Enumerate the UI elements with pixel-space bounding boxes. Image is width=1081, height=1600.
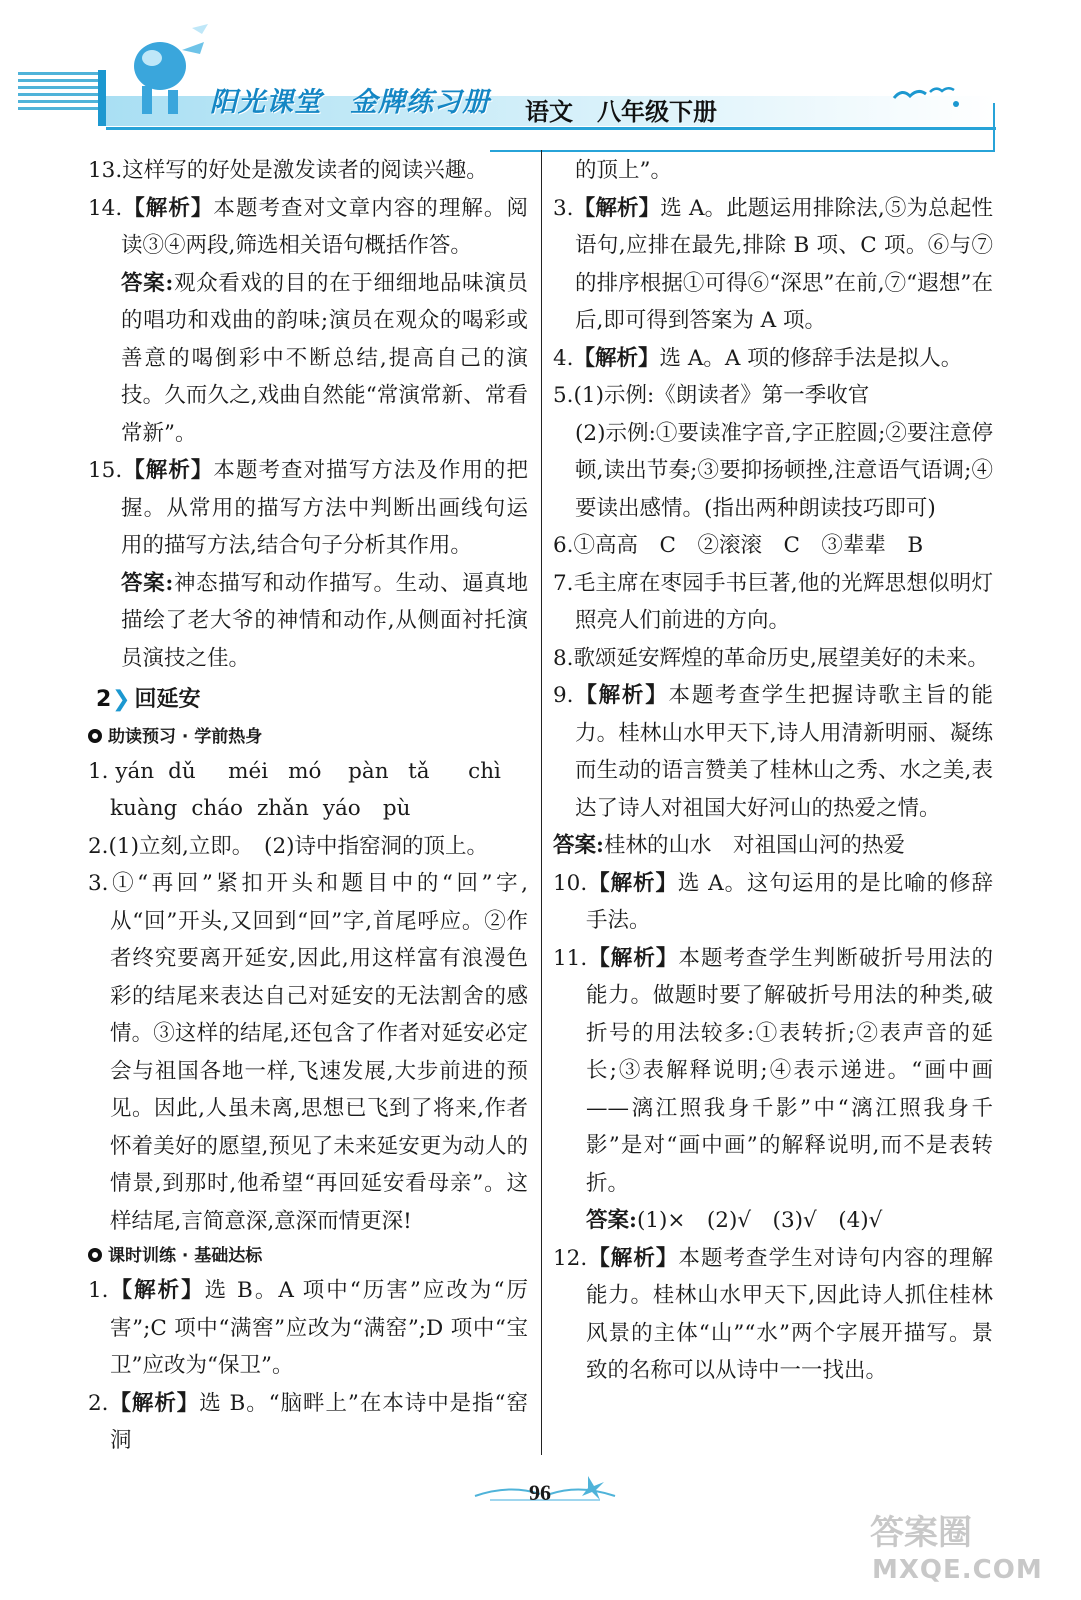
question-number: 4. [553, 345, 574, 371]
column-divider [541, 150, 542, 1455]
question-number: 12. [553, 1245, 588, 1271]
preview-answer-2: 2.(1)立刻,立即。 (2)诗中指窑洞的顶上。 [88, 833, 489, 859]
analysis-text: 本题考查对描写方法及作用的把握。从常用的描写方法中判断出画线句运用的描写方法,结合句子分析其作用。 [121, 458, 528, 558]
analysis-text: 本题考查对文章内容的理解。阅读③④两段,筛选相关语句概括作答。 [121, 195, 528, 258]
analysis-tag: 【解析】 [573, 195, 661, 221]
section-heading-practice [88, 1240, 528, 1272]
answer-13: 13.这样写的好处是激发读者的阅读兴趣。 [88, 158, 488, 183]
practice-answer-4 [553, 340, 993, 378]
practice-answer-2 [88, 1385, 528, 1460]
header-frame-right [993, 103, 995, 152]
analysis-tag: 【解析】 [122, 195, 214, 221]
answer-label: 答案: [121, 270, 174, 296]
analysis-text: 选 B。A 项中“历害”应改为“厉害”;C 项中“满窖”应改为“满窑”;D 项中“宝卫”应改为“保卫”。 [110, 1278, 528, 1378]
analysis-text: 本题考查学生对诗句内容的理解能力。桂林山水甲天下,因此诗人抓住桂林风景的主体“山”“水”两个字展开描写。景致的名称可以从诗中一一找出。 [586, 1245, 993, 1383]
pinyin-item: yáo [322, 796, 361, 821]
lesson-title: 回延安 [134, 687, 201, 712]
subject-grade-label: 语文 八年级下册 [525, 98, 717, 126]
analysis-tag: 【解析】 [573, 345, 660, 371]
answer-text: 神态描写和动作描写。生动、逼真地描绘了老大爷的神情和动作,从侧面衬托演员演技之佳。 [121, 570, 528, 671]
pinyin-row-2 [88, 790, 528, 828]
answer-text: (1)× (2)√ (3)√ (4)√ [636, 1208, 883, 1233]
answer-15-key [88, 565, 528, 678]
answer-text: 观众看戏的目的在于细细地品味演员的唱功和戏曲的韵味;演员在观众的喝彩或善意的喝倒彩中不断总结,提高自己的演技。久而久之,戏曲自然能“常演常新、常看常新”。 [121, 270, 528, 446]
analysis-text: 选 A。A 项的修辞手法是拟人。 [659, 345, 963, 371]
question-number: 2. [88, 1390, 109, 1416]
analysis-tag: 【解析】 [587, 1245, 679, 1271]
pinyin-item: mó [288, 758, 322, 784]
answer-15 [88, 452, 528, 565]
analysis-tag: 【解析】 [122, 458, 214, 483]
practice-answer-5-1: 5.(1)示例:《朗读者》第一季收官 [553, 383, 870, 408]
pinyin-item: 1. yán [88, 758, 155, 784]
practice-answer-8: 8.歌颂延安辉煌的革命历史,展望美好的未来。 [553, 645, 989, 671]
pinyin-item: chì [468, 758, 501, 784]
analysis-tag: 【解析】 [573, 683, 669, 708]
analysis-text: 选 A。这句运用的是比喻的修辞手法。 [586, 870, 993, 933]
analysis-text: 本题考查学生把握诗歌主旨的能力。桂林山水甲天下,诗人用清新明丽、凝练而生动的语言赞美了桂林山之秀、水之美,表达了诗人对祖国大好河山的热爱之情。 [575, 683, 993, 821]
watermark-logo: 答案圈 [870, 1513, 972, 1553]
practice-answer-1 [88, 1272, 528, 1385]
section-title: 助读预习 · 学前热身 [108, 726, 263, 747]
analysis-text: 本题考查学生判断破折号用法的能力。做题时要了解破折号用法的种类,破折号的用法较多:①表转折;②表声音的延长;③表解释说明;④表示递进。“画中画——漓江照我身千影”中“漓江照我身千影”是对“画中画”的解释说明,而不是表转折。 [586, 945, 993, 1196]
practice-answer-2-continued: 的顶上”。 [575, 158, 672, 183]
chevron-right-icon: ❯ [112, 687, 131, 712]
page-header [0, 0, 1081, 150]
answer-14 [88, 190, 528, 265]
practice-answer-7: 7.毛主席在枣园手书巨著,他的光辉思想似明灯照亮人们前进的方向。 [553, 570, 993, 633]
section-heading-preview [88, 721, 528, 753]
header-accent-bar [98, 70, 106, 126]
answer-text: 桂林的山水 对祖国山河的热爱 [603, 833, 905, 858]
answer-label: 答案: [586, 1208, 637, 1233]
practice-answer-9 [553, 677, 993, 827]
analysis-tag: 【解析】 [108, 1390, 200, 1416]
left-column [88, 152, 528, 1460]
pinyin-item: kuàng [110, 796, 178, 821]
pinyin-item: zhǎn [256, 796, 309, 821]
practice-answer-9-key [553, 827, 993, 865]
practice-answer-11 [553, 940, 993, 1203]
section-bullet-icon [88, 729, 102, 743]
pinyin-item: pù [382, 796, 411, 821]
question-number: 10. [553, 870, 588, 896]
globe-logo-icon [112, 20, 222, 120]
answer-label: 答案: [121, 570, 174, 596]
practice-answer-5-2: (2)示例:①要读准字音,字正腔圆;②要注意停顿,读出节奏;③要抑扬顿挫,注意语气语调;④要读出感情。(指出两种朗读技巧即可) [575, 420, 993, 521]
question-number: 11. [553, 945, 588, 971]
question-number: 15. [88, 458, 123, 483]
practice-answer-6: 6.①高高 C ②滚滚 C ③辈辈 B [553, 533, 924, 558]
question-number: 14. [88, 195, 123, 221]
practice-answer-10 [553, 865, 993, 940]
birds-icon [890, 80, 960, 110]
analysis-text: 选 B。“脑畔上”在本诗中是指“窑洞 [110, 1390, 528, 1453]
analysis-tag: 【解析】 [108, 1278, 205, 1303]
lesson-number: 2 [96, 687, 112, 712]
pinyin-row-1 [88, 753, 528, 791]
lesson-heading [88, 681, 528, 719]
analysis-tag: 【解析】 [587, 945, 679, 971]
analysis-text: 选 A。此题运用排除法,⑤为总起性语句,应排在最先,排除 B 项、C 项。⑥与⑦的排序根据①可得⑥“深思”在前,⑦“遐想”在后,即可得到答案为 A 项。 [575, 195, 993, 333]
pinyin-item: dǔ [168, 758, 196, 784]
practice-answer-11-key [553, 1202, 993, 1240]
section-title: 课时训练 · 基础达标 [108, 1246, 263, 1266]
right-column [553, 152, 993, 1390]
preview-answer-3: 3.①“再回”紧扣开头和题目中的“回”字,从“回”开头,又回到“回”字,首尾呼应。②作者终究要离开延安,因此,用这样富有浪漫色彩的结尾来表达自己对延安的无法割舍的感情。③这样的结尾,还包含了作者对延安必定会与祖国各地一样,飞速发展,大步前进的预见。因此,人虽未离,思想已飞到了将来,作者怀着美好的愿望,预见了未来延安更为动人的情景,到那时,他希望“再回延安看母亲”。这样结尾,言简意深,意深而情更深! [88, 871, 528, 1234]
practice-answer-3 [553, 190, 993, 340]
answer-14-key [88, 265, 528, 453]
question-number: 1. [88, 1278, 109, 1303]
pinyin-item: méi [228, 758, 269, 784]
practice-answer-12 [553, 1240, 993, 1390]
page-number: 96 [529, 1480, 551, 1505]
watermark-url: MXQE.COM [872, 1555, 1043, 1585]
question-number: 9. [553, 683, 574, 708]
pinyin-item: cháo [191, 796, 243, 821]
analysis-tag: 【解析】 [587, 870, 678, 896]
series-title: 阳光课堂 金牌练习册 [210, 87, 490, 118]
pinyin-item: pàn [348, 758, 389, 784]
section-bullet-icon [88, 1248, 102, 1262]
pinyin-item: tǎ [408, 758, 430, 784]
header-stripes [18, 72, 100, 118]
question-number: 3. [553, 195, 574, 221]
answer-label: 答案: [553, 833, 604, 858]
header-rule [106, 127, 996, 130]
